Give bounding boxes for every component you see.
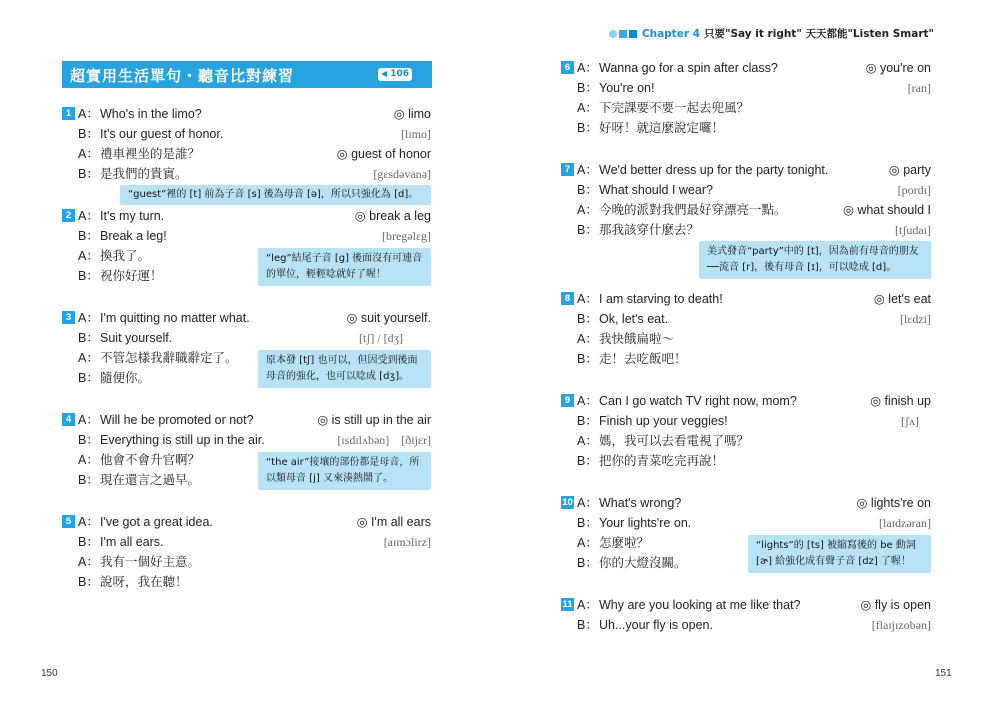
- line-a-en: A：I'm quitting no matter what.: [78, 311, 250, 325]
- line-a-zh: A：禮車裡坐的是誰？: [78, 146, 201, 161]
- line-b-zh: B：是我們的貴賓。: [78, 166, 188, 181]
- line-a-en: A：I've got a great idea.: [78, 515, 213, 529]
- dialogue-number: 8: [561, 292, 574, 305]
- phonetic: [ɪsdɪlʌbən] [ðijɛr]: [337, 433, 431, 447]
- pronunciation-note: 原本發 [tʃ] 也可以，但因受到後面母音的強化，也可以唸成 [dʒ]。: [258, 350, 431, 388]
- line-a-en: A：We'd better dress up for the party tonight.: [577, 163, 829, 177]
- line-a-en: A：Can I go watch TV right now, mom?: [577, 394, 797, 408]
- phonetic: [tʃ] / [dʒ]: [359, 331, 403, 345]
- pronunciation-note: “the air”接壤的部份都是母音，所以類母音 [j] 又來湊熱鬧了。: [258, 452, 431, 490]
- audio-track-number: 106: [390, 69, 409, 79]
- key-phrase: ◎ let's eat: [873, 292, 931, 306]
- dialogue-number: 9: [561, 394, 574, 407]
- dialogue-number: 11: [562, 599, 573, 610]
- key-phrase: ◎ break a leg: [354, 209, 431, 223]
- line-b-en: B：Finish up your veggies!: [577, 414, 728, 428]
- phonetic: [gɛsdəvanə]: [373, 167, 431, 181]
- page-number-right: 151: [935, 668, 952, 679]
- line-a-zh: A：他會不會升官啊？: [78, 452, 201, 467]
- line-b-zh: B：那我該穿什麼去？: [577, 222, 700, 237]
- dialogue-number: 5: [62, 515, 75, 528]
- line-b-zh: B：把你的青菜吃完再說！: [577, 453, 725, 468]
- key-phrase: ◎ limo: [393, 107, 431, 121]
- right-page: [500, 0, 1000, 714]
- line-a-en: A：Who's in the limo?: [78, 107, 202, 121]
- pronunciation-note: “leg”結尾子音 [g] 後面沒有可連音的單位，輕輕唸就好了喔！: [258, 248, 431, 286]
- phonetic: [lɛdzi]: [899, 312, 931, 326]
- key-phrase: ◎ guest of honor: [336, 147, 431, 161]
- dialogue-number: 2: [62, 209, 75, 222]
- line-a-en: A：Will he be promoted or not?: [78, 413, 254, 427]
- phonetic: [bregəlɛg]: [381, 229, 431, 243]
- line-b-en: B：Suit yourself.: [78, 331, 173, 345]
- phonetic: [laɪdzəran]: [879, 516, 931, 530]
- phonetic: [ran]: [907, 81, 931, 95]
- line-b-zh: B：你的大燈沒關。: [577, 555, 687, 570]
- page-number-left: 150: [41, 668, 58, 679]
- line-b-en: B：Everything is still up in the air.: [78, 433, 265, 447]
- line-a-en: A：It's my turn.: [78, 209, 165, 223]
- key-phrase: ◎ party: [888, 163, 931, 177]
- key-phrase: ◎ finish up: [870, 394, 931, 408]
- line-b-en: B：It's our guest of honor.: [78, 127, 224, 141]
- phonetic: [lɪmo]: [401, 127, 431, 141]
- dialogue-number: 10: [562, 497, 573, 508]
- line-b-zh: B：現在還言之過早。: [78, 472, 201, 487]
- key-phrase: ◎ I'm all ears: [356, 515, 431, 529]
- line-b-zh: B：好呀！就這麼說定囉！: [577, 120, 725, 135]
- dialogue-number: 6: [561, 61, 574, 74]
- circle-dot-icon: [609, 30, 617, 38]
- key-phrase: ◎ fly is open: [860, 598, 931, 612]
- line-b-en: B：What should I wear?: [577, 183, 713, 197]
- section-title: 超實用生活單句・聽音比對練習: [70, 67, 295, 85]
- line-b-zh: B：說呀，我在聽！: [78, 574, 188, 589]
- line-a-zh: A：媽，我可以去看電視了嗎？: [577, 433, 750, 448]
- line-b-en: B：You're on!: [577, 81, 655, 95]
- line-b-zh: B：隨便你。: [78, 370, 151, 385]
- dialogue-number: 4: [62, 413, 75, 426]
- key-phrase: ◎ what should I: [842, 203, 931, 217]
- phonetic: [ʃʌ]: [901, 414, 919, 428]
- line-a-zh: A：今晚的派對我們最好穿漂亮一點。: [577, 202, 787, 217]
- square-dot-icon: [629, 30, 637, 38]
- line-b-en: B：Break a leg!: [78, 229, 167, 243]
- line-b-en: B：Your lights're on.: [577, 516, 692, 530]
- phonetic: [pordɪ]: [897, 183, 931, 197]
- dialogue-number: 1: [62, 107, 75, 120]
- pronunciation-note: “lights”的 [ts] 被縮寫後的 be 動詞 [ɚ] 給強化成有聲子音 [dz] 了喔！: [748, 535, 931, 573]
- line-a-en: A：What's wrong?: [577, 496, 682, 510]
- section-title-bar: [62, 61, 432, 88]
- line-a-en: A：I am starving to death!: [577, 292, 723, 306]
- line-a-zh: A：我有一個好主意。: [78, 554, 201, 569]
- line-a-en: A：Wanna go for a spin after class?: [577, 61, 778, 75]
- line-a-zh: A：怎麼啦？: [577, 535, 650, 550]
- phonetic: [flaɪjɪzobən]: [871, 618, 931, 632]
- line-b-zh: B：走！去吃飯吧！: [577, 351, 687, 366]
- phonetic: [tʃudaɪ]: [895, 223, 931, 237]
- line-a-en: A：Why are you looking at me like that?: [577, 598, 801, 612]
- chapter-label: Chapter 4: [641, 28, 700, 40]
- dialogue-number: 7: [561, 163, 574, 176]
- line-a-zh: A：不管怎樣我辭職辭定了。: [78, 350, 238, 365]
- line-b-zh: B：祝你好運！: [78, 268, 163, 283]
- line-b-en: B：I'm all ears.: [78, 535, 164, 549]
- line-a-zh: A：下完課要不要一起去兜風？: [577, 100, 750, 115]
- chapter-header: [609, 26, 934, 41]
- key-phrase: ◎ lights're on: [856, 496, 931, 510]
- dialogue-number: 3: [62, 311, 75, 324]
- chapter-title: 只要"Say it right" 天天都能"Listen Smart": [703, 28, 934, 40]
- line-b-en: B：Ok, let's eat.: [577, 312, 669, 326]
- phonetic: [aɪmɔlirz]: [383, 535, 431, 549]
- pronunciation-note: “guest”裡的 [t] 前為子音 [s] 後為母音 [ə]，所以只強化為 [d]。: [120, 185, 431, 205]
- key-phrase: ◎ is still up in the air: [317, 413, 431, 427]
- line-a-zh: A：換我了。: [78, 248, 151, 263]
- pronunciation-note: 美式發音“party”中的 [t]，因為前有母音的朋友──流音 [r]，後有母音 [ɪ]，可以唸成 [d]。: [699, 241, 931, 279]
- key-phrase: ◎ you're on: [865, 61, 931, 75]
- line-b-en: B：Uh...your fly is open.: [577, 618, 713, 632]
- key-phrase: ◎ suit yourself.: [346, 311, 431, 325]
- line-a-zh: A：我快餓扁啦～: [577, 331, 675, 346]
- audio-track-badge[interactable]: [378, 68, 412, 81]
- square-dot-icon: [619, 30, 627, 38]
